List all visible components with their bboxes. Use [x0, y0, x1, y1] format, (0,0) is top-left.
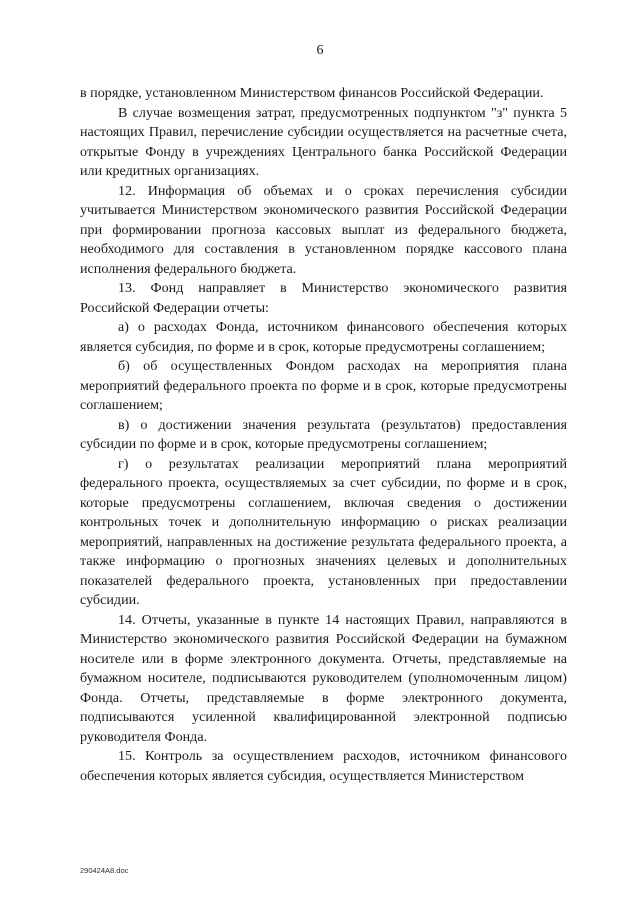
- paragraph-13: 13. Фонд направляет в Министерство экономического развития Российской Федерации отчеты:: [80, 280, 567, 316]
- paragraph-continuation: в порядке, установленном Министерством финансов Российской Федерации.: [80, 85, 544, 101]
- document-file-code: 290424A8.doc: [80, 866, 129, 875]
- paragraph-reimbursement: В случае возмещения затрат, предусмотренных подпунктом "з" пункта 5 настоящих Правил, перечисление субсидии осуществляется на расчетные счета, открытые Фонду в учреждениях Центрального банка Российской Федерации или кредитных организациях.: [80, 104, 567, 179]
- paragraph-13-a: а) о расходах Фонда, источником финансового обеспечения которых является субсидия, по форме и в срок, которые предусмотрены соглашением;: [80, 319, 567, 355]
- paragraph-14: 14. Отчеты, указанные в пункте 14 настоящих Правил, направляются в Министерство экономического развития Российской Федерации на бумажном носителе или в форме электронного документа. Отчеты, представляемые на бумажном носителе, подписываются руководителем (уполномоченным лицом) Фонда. Отчеты, представляемые в форме электронного документа, подписываются усиленной квалифицированной электронной подписью руководителя Фонда.: [80, 611, 567, 745]
- paragraph-15: 15. Контроль за осуществлением расходов, источником финансового обеспечения которых является субсидия, осуществляется Министерством: [80, 748, 567, 784]
- paragraph-12: 12. Информация об объемах и о сроках перечисления субсидии учитывается Министерством экономического развития Российской Федерации при формировании прогноза кассовых выплат из федерального бюджета, необходимого для составления в установленном порядке кассового плана исполнения федерального бюджета.: [80, 182, 567, 277]
- paragraph-13-g: г) о результатах реализации мероприятий плана мероприятий федерального проекта, осуществляемых за счет субсидии, по форме и в срок, которые предусмотрены соглашением, включая сведения о достижении контрольных точек и дополнительную информацию о рисках реализации мероприятий, направленных на достижение результата федерального проекта, а также информацию о прогнозных значениях целевых и дополнительных показателей федерального проекта, установленных при предоставлении субсидии.: [80, 455, 567, 608]
- document-body: [80, 84, 567, 786]
- page-number: 6: [316, 43, 324, 58]
- paragraph-13-v: в) о достижении значения результата (результатов) предоставления субсидии по форме и в срок, которые предусмотрены соглашением;: [80, 416, 567, 452]
- paragraph-13-b: б) об осуществленных Фондом расходах на мероприятия плана мероприятий федерального проекта по форме и в срок, которые предусмотрены соглашением;: [80, 358, 567, 413]
